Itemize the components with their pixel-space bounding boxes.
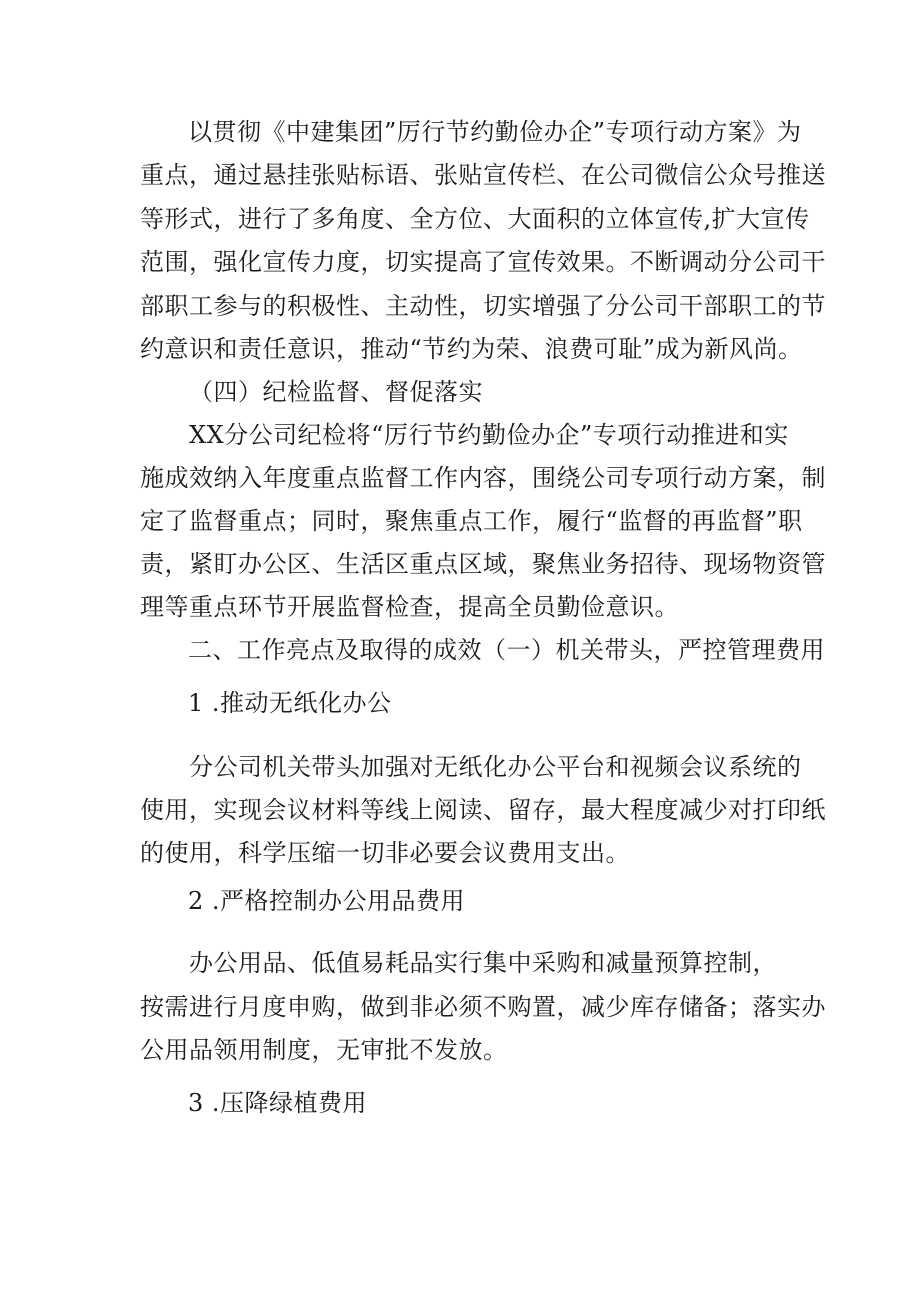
text-line: 责，紧盯办公区、生活区重点区域，聚焦业务招待、现场物资管 [140, 550, 826, 578]
text-line: 部职工参与的积极性、主动性，切实增强了分公司干部职工的节 [140, 292, 826, 320]
text-line: 理等重点环节开展监督检查，提高全员勤俭意识。 [140, 593, 679, 621]
text-line: 公用品领用制度，无审批不发放。 [140, 1036, 508, 1064]
text-line: 使用，实现会议材料等线上阅读、留存，最大程度减少对打印纸 [140, 796, 826, 824]
text-line: 的使用，科学压缩一切非必要会议费用支出。 [140, 839, 630, 867]
item-heading: 1 .推动无纸化办公 [188, 689, 392, 717]
text-line: 范围，强化宣传力度，切实提高了宣传效果。不断调动分公司干 [140, 248, 826, 276]
text-line: 重点，通过悬挂张贴标语、张贴宣传栏、在公司微信公众号推送 [140, 161, 826, 189]
text-line: 定了监督重点；同时，聚焦重点工作，履行“监督的再监督”职 [140, 507, 803, 535]
text-line: 分公司机关带头加强对无纸化办公平台和视频会议系统的 [189, 753, 802, 781]
text-line: 办公用品、低值易耗品实行集中采购和减量预算控制， [189, 949, 777, 977]
text-line: 按需进行月度申购，做到非必须不购置，减少库存储备；落实办 [140, 993, 826, 1021]
text-line: 施成效纳入年度重点监督工作内容，围绕公司专项行动方案，制 [140, 464, 826, 492]
text-line: XX分公司纪检将“厉行节约勤俭办企”专项行动推进和实 [189, 421, 789, 449]
section-heading: 二、工作亮点及取得的成效（一）机关带头，严控管理费用 [188, 636, 825, 664]
text-line: 以贯彻《中建集团”厉行节约勤俭办企”专项行动方案》为 [188, 118, 802, 146]
text-line: 等形式，进行了多角度、全方位、大面积的立体宣传,扩大宣传 [140, 205, 810, 233]
text-line: 约意识和责任意识，推动“节约为荣、浪费可耻”成为新风尚。 [140, 335, 803, 363]
item-heading: 2 .严格控制办公用品费用 [188, 887, 466, 915]
subsection-heading: （四）纪检监督、督促落实 [189, 378, 483, 406]
item-heading: 3 .压降绿植费用 [188, 1089, 368, 1117]
